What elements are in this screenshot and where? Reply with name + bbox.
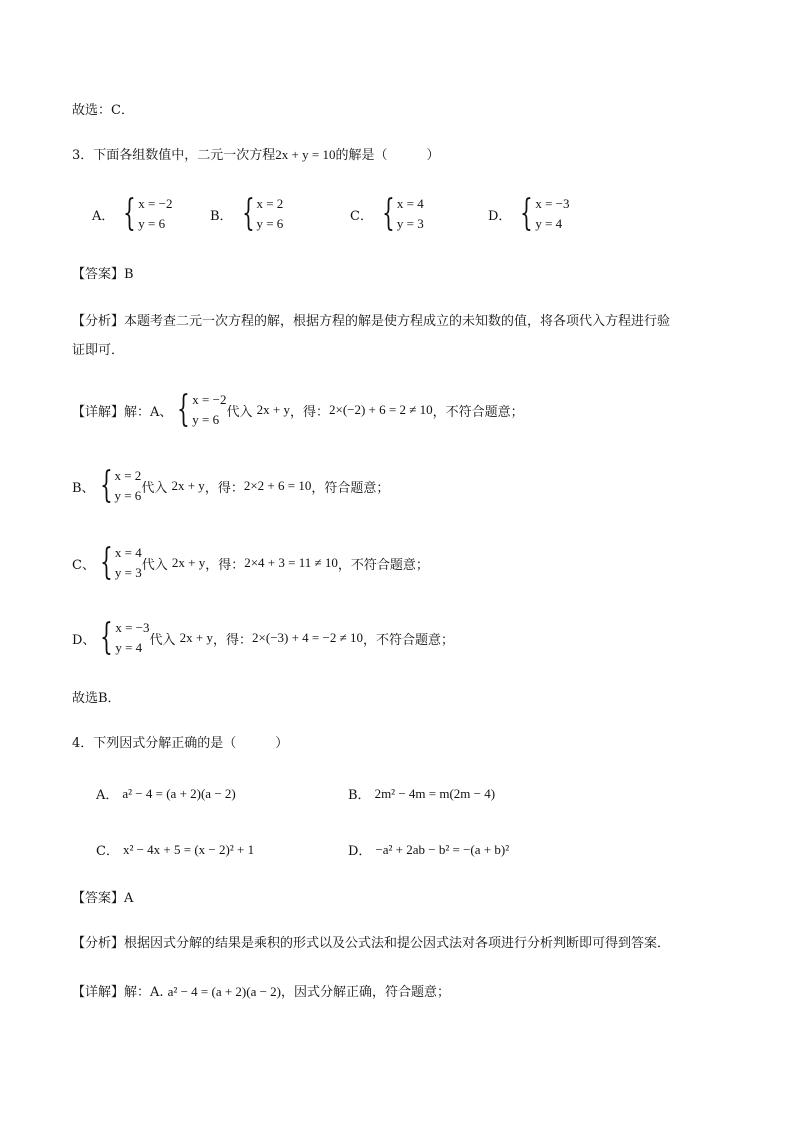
detail-expression: 2x + y — [179, 630, 214, 645]
detail-separator: ，得： — [289, 404, 329, 420]
q4-option-a — [96, 784, 236, 803]
q3-option-a — [92, 194, 172, 234]
detail-separator: ，得： — [213, 632, 253, 648]
q4-analysis: 【分析】根据因式分解的结果是乘积的形式以及公式法和提公因式法对各项进行分析判断即可得到答案． — [72, 936, 671, 951]
option-expression: a² − 4 = (a + 2)(a − 2) — [122, 785, 236, 801]
option-label: B． — [210, 208, 233, 224]
detail-prefix: C、 — [72, 557, 95, 573]
option-label: B． — [348, 788, 371, 803]
system-row-x: x = 4 — [114, 545, 142, 560]
equation-system: { x = 2 y = 6 — [241, 193, 284, 234]
equation-system: { x = 4 y = 3 — [100, 542, 142, 583]
system-row-x: x = 2 — [256, 196, 284, 211]
detail-result: ，不符合题意； — [337, 557, 429, 573]
detail-calculation: 2×2 + 6 = 10 — [243, 478, 312, 493]
option-label: D． — [348, 844, 372, 859]
detail-calculation: 2×4 + 3 = 11 ≠ 10 — [244, 555, 338, 570]
option-expression: 2m² − 4m = m(2m − 4) — [374, 785, 496, 801]
system-row-y: y = 6 — [256, 216, 284, 231]
detail-result: ，符合题意； — [311, 480, 390, 496]
equation-system: { x = −3 y = 4 — [520, 193, 570, 234]
detail-result: ，不符合题意； — [432, 404, 524, 420]
previous-answer: 故选：C． — [72, 103, 134, 118]
system-row-y: y = 6 — [114, 488, 142, 503]
option-label: A． — [96, 788, 119, 803]
question-4-stem: 4．下列因式分解正确的是（ ） — [72, 736, 289, 751]
detail-expression: 2x + y — [171, 478, 205, 493]
system-row-y: y = 4 — [115, 640, 143, 655]
q4-answer: 【答案】A — [72, 891, 134, 906]
detail-substitute: 代入 — [141, 480, 168, 496]
q3-option-b — [210, 194, 283, 234]
system-row-x: x = 4 — [396, 196, 424, 211]
q3-conclusion: 故选B． — [72, 691, 121, 706]
system-row-y: y = 6 — [138, 216, 166, 231]
detail-result: ，因式分解正确，符合题意； — [281, 985, 451, 1000]
q4-option-d — [348, 840, 509, 859]
detail-calculation: 2×(−2) + 6 = 2 ≠ 10 — [328, 402, 433, 417]
system-row-x: x = −2 — [192, 392, 227, 407]
detail-separator: ，得： — [204, 480, 244, 496]
detail-separator: ，得： — [205, 557, 245, 573]
q3-option-d — [488, 194, 570, 234]
system-row-x: x = −3 — [115, 620, 150, 635]
q3-answer: 【答案】B — [72, 267, 134, 282]
q3-detail-d — [72, 618, 454, 658]
option-expression: x² − 4x + 5 = (x − 2)² + 1 — [122, 841, 255, 857]
q4-option-c — [96, 840, 254, 859]
q3-stem-end: 的解是（ ） — [335, 148, 440, 163]
q3-analysis-line-1: 【分析】本题考查二元一次方程的解，根据方程的解是使方程成立的未知数的值，将各项代入方程进行验 — [72, 314, 671, 329]
q4-detail — [72, 983, 450, 1002]
detail-substitute: 代入 — [141, 557, 168, 573]
q3-analysis-line-2: 证即可． — [72, 343, 125, 358]
equation-system: { x = 4 y = 3 — [382, 193, 424, 234]
option-label: C． — [350, 208, 373, 224]
equation-system: { x = −3 y = 4 — [100, 617, 150, 658]
system-row-x: x = −2 — [138, 196, 173, 211]
detail-prefix: D、 — [72, 632, 96, 648]
system-row-x: x = 2 — [114, 468, 142, 483]
question-3-stem — [72, 146, 439, 165]
q3-detail-c — [72, 543, 429, 583]
q3-stem-start: 3．下面各组数值中，二元一次方程 — [72, 148, 276, 163]
q3-detail-a — [72, 390, 524, 430]
system-row-y: y = 3 — [114, 565, 142, 580]
detail-prefix: 【详解】解：A、 — [72, 404, 173, 420]
equation-system: { x = −2 y = 6 — [123, 193, 173, 234]
q3-equation: 2x + y = 10 — [275, 147, 336, 162]
q4-option-b — [348, 784, 495, 803]
detail-prefix: B、 — [72, 480, 95, 496]
detail-substitute: 代入 — [226, 404, 253, 420]
detail-calculation: 2×(−3) + 4 = −2 ≠ 10 — [252, 630, 363, 645]
equation-system: { x = −2 y = 6 — [177, 389, 227, 430]
option-label: C． — [96, 844, 119, 859]
q3-option-c — [350, 194, 424, 234]
detail-prefix: 【详解】解：A. — [72, 985, 168, 1000]
detail-result: ，不符合题意； — [362, 632, 454, 648]
detail-expression: a² − 4 = (a + 2)(a − 2) — [167, 984, 282, 999]
q3-detail-b — [72, 466, 389, 506]
option-label: D． — [488, 208, 512, 224]
option-expression: −a² + 2ab − b² = −(a + b)² — [375, 841, 510, 857]
system-row-y: y = 6 — [192, 412, 220, 427]
equation-system: { x = 2 y = 6 — [99, 465, 142, 506]
system-row-x: x = −3 — [535, 196, 570, 211]
system-row-y: y = 3 — [396, 216, 424, 231]
option-label: A． — [92, 208, 115, 224]
detail-expression: 2x + y — [256, 402, 290, 417]
system-row-y: y = 4 — [535, 216, 563, 231]
detail-expression: 2x + y — [171, 555, 206, 570]
detail-substitute: 代入 — [149, 632, 176, 648]
